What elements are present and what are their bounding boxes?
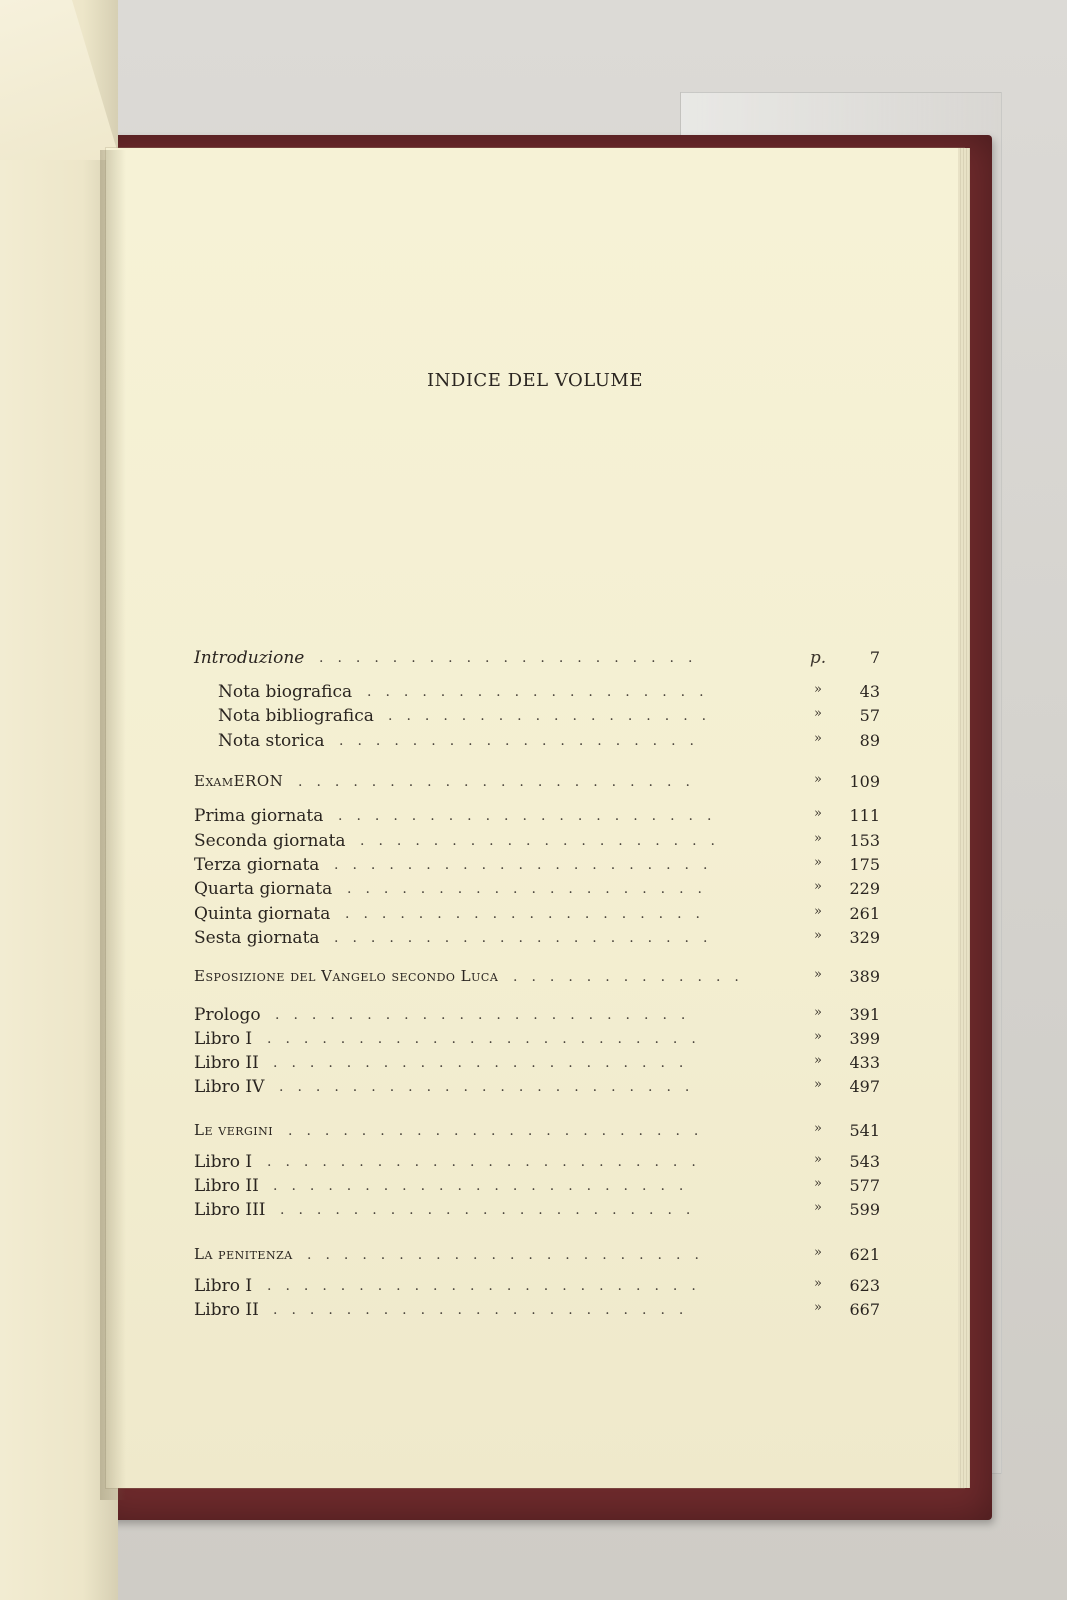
toc-entry-page-marker: » <box>814 1200 822 1215</box>
toc-entry-page-marker: » <box>814 706 822 721</box>
toc-entry-label: Nota bibliografica <box>218 706 374 726</box>
toc-entry-label: Libro III <box>194 1200 266 1220</box>
toc-entry <box>194 904 966 928</box>
toc-entry-page-number: 57 <box>859 706 880 725</box>
leader-dots: ....................... <box>273 1055 698 1071</box>
toc-entry-page-number: 7 <box>869 648 880 667</box>
toc-entry-page-number: 497 <box>849 1077 880 1096</box>
toc-entry <box>194 879 966 903</box>
toc-entry-page-marker: » <box>814 1077 822 1092</box>
toc-entry-page-number: 153 <box>849 831 880 850</box>
toc-entry-page-number: 43 <box>859 682 880 701</box>
toc-entry-label: Nota storica <box>218 731 325 751</box>
toc-entry-page-marker: » <box>814 1121 822 1136</box>
toc-entry-page-marker: p. <box>809 648 827 668</box>
toc-entry-page-marker: » <box>814 1176 822 1191</box>
toc-entry-page-number: 109 <box>849 772 880 791</box>
leader-dots: ....................... <box>279 1079 704 1095</box>
toc-entry <box>194 1276 966 1300</box>
leader-dots: ....................... <box>273 1178 698 1194</box>
toc-entry <box>194 806 966 830</box>
toc-entry-label: Libro I <box>194 1152 253 1172</box>
toc-entry-label: Esposizione del Vangelo secondo Luca <box>194 967 499 985</box>
leader-dots: ........................ <box>267 1154 710 1170</box>
toc-entry <box>194 1300 966 1324</box>
leader-dots: .................... <box>345 906 715 922</box>
toc-entry <box>218 706 966 730</box>
toc-entry <box>194 1029 966 1053</box>
leader-dots: .................... <box>347 881 717 897</box>
toc-entry <box>194 967 966 991</box>
toc-entry-page-number: 621 <box>849 1245 880 1264</box>
toc-entry-page-marker: » <box>814 682 822 697</box>
toc-entry <box>218 682 966 706</box>
toc-entry-page-number: 667 <box>849 1300 880 1319</box>
leader-dots: .................... <box>339 733 709 749</box>
leader-dots: ....................... <box>275 1007 700 1023</box>
toc-entry-label: Introduzione <box>194 648 305 668</box>
leader-dots: ................... <box>367 684 718 700</box>
toc-entry-page-number: 543 <box>849 1152 880 1171</box>
leader-dots: ..................... <box>334 857 722 873</box>
toc-entry-page-marker: » <box>814 1152 822 1167</box>
toc-entry-page-number: 391 <box>849 1005 880 1024</box>
toc-entry-label: Prima giornata <box>194 806 324 826</box>
toc-entry <box>194 772 966 796</box>
toc-entry-page-marker: » <box>814 879 822 894</box>
toc-entry <box>194 855 966 879</box>
toc-entry-page-marker: » <box>814 1029 822 1044</box>
leader-dots: ....................... <box>288 1123 713 1139</box>
leader-dots: ........................ <box>267 1278 710 1294</box>
toc-entry-label: Quarta giornata <box>194 879 333 899</box>
toc-entry-label: Sesta giornata <box>194 928 320 948</box>
leader-dots: ....................... <box>273 1302 698 1318</box>
toc-entry-page-number: 399 <box>849 1029 880 1048</box>
toc-entry <box>194 1005 966 1029</box>
toc-entry <box>194 1077 966 1101</box>
toc-entry <box>194 1245 966 1269</box>
toc-entry-page-marker: » <box>814 731 822 746</box>
toc-entry-page-marker: » <box>814 1053 822 1068</box>
toc-entry-page-number: 261 <box>849 904 880 923</box>
leader-dots: .................... <box>360 833 730 849</box>
toc-entry <box>194 1121 966 1145</box>
toc-entry-page-marker: » <box>814 855 822 870</box>
toc-entry-label: Seconda giornata <box>194 831 346 851</box>
toc-entry-label: Libro II <box>194 1176 259 1196</box>
toc-entry-page-number: 89 <box>859 731 880 750</box>
toc-entry-page-marker: » <box>814 967 822 982</box>
toc-entry <box>194 1053 966 1077</box>
toc-entry-label: Le vergini <box>194 1121 274 1139</box>
leader-dots: ............. <box>513 969 753 985</box>
toc-entry-page-number: 175 <box>849 855 880 874</box>
toc-entry-label: Prologo <box>194 1005 261 1025</box>
toc-entry-label: Nota biografica <box>218 682 353 702</box>
leader-dots: ....................... <box>280 1202 705 1218</box>
toc-entry-page-number: 623 <box>849 1276 880 1295</box>
toc-entry-label: Terza giornata <box>194 855 320 875</box>
toc-entry-page-number: 229 <box>849 879 880 898</box>
toc-entry-page-marker: » <box>814 806 822 821</box>
toc-entry-label: Libro II <box>194 1300 259 1320</box>
toc-entry <box>194 1152 966 1176</box>
toc-entry-label: Quinta giornata <box>194 904 331 924</box>
toc-entry <box>194 831 966 855</box>
toc-entry-page-marker: » <box>814 1245 822 1260</box>
toc-entry-page-number: 577 <box>849 1176 880 1195</box>
toc-entry-page-marker: » <box>814 904 822 919</box>
leader-dots: .................. <box>388 708 721 724</box>
toc-entry-label: Libro I <box>194 1029 253 1049</box>
toc-entry-page-marker: » <box>814 928 822 943</box>
toc-entry-page-number: 329 <box>849 928 880 947</box>
leader-dots: ...................... <box>307 1247 713 1263</box>
toc-entry-page-marker: » <box>814 1276 822 1291</box>
toc-entry-page-number: 599 <box>849 1200 880 1219</box>
table-of-contents <box>106 0 964 1340</box>
toc-entry-page-number: 389 <box>849 967 880 986</box>
toc-entry-label: Libro IV <box>194 1077 265 1097</box>
toc-entry <box>194 1200 966 1224</box>
leader-dots: ...................... <box>298 774 704 790</box>
leader-dots: ........................ <box>267 1031 710 1047</box>
toc-entry <box>194 648 966 672</box>
toc-entry-page-number: 541 <box>849 1121 880 1140</box>
toc-entry-page-number: 111 <box>849 806 880 825</box>
toc-entry <box>218 731 966 755</box>
toc-entry-page-marker: » <box>814 1300 822 1315</box>
toc-entry-label: Libro I <box>194 1276 253 1296</box>
page-title: INDICE DEL VOLUME <box>427 370 643 391</box>
toc-entry-page-marker: » <box>814 772 822 787</box>
leader-dots: ..................... <box>319 650 707 666</box>
toc-entry-page-marker: » <box>814 831 822 846</box>
leader-dots: ..................... <box>334 930 722 946</box>
toc-entry <box>194 928 966 952</box>
toc-entry <box>194 1176 966 1200</box>
toc-entry-page-number: 433 <box>849 1053 880 1072</box>
toc-entry-label: ExamERON <box>194 772 284 790</box>
toc-entry-page-marker: » <box>814 1005 822 1020</box>
leader-dots: ..................... <box>338 808 726 824</box>
toc-entry-label: La penitenza <box>194 1245 293 1263</box>
toc-entry-label: Libro II <box>194 1053 259 1073</box>
